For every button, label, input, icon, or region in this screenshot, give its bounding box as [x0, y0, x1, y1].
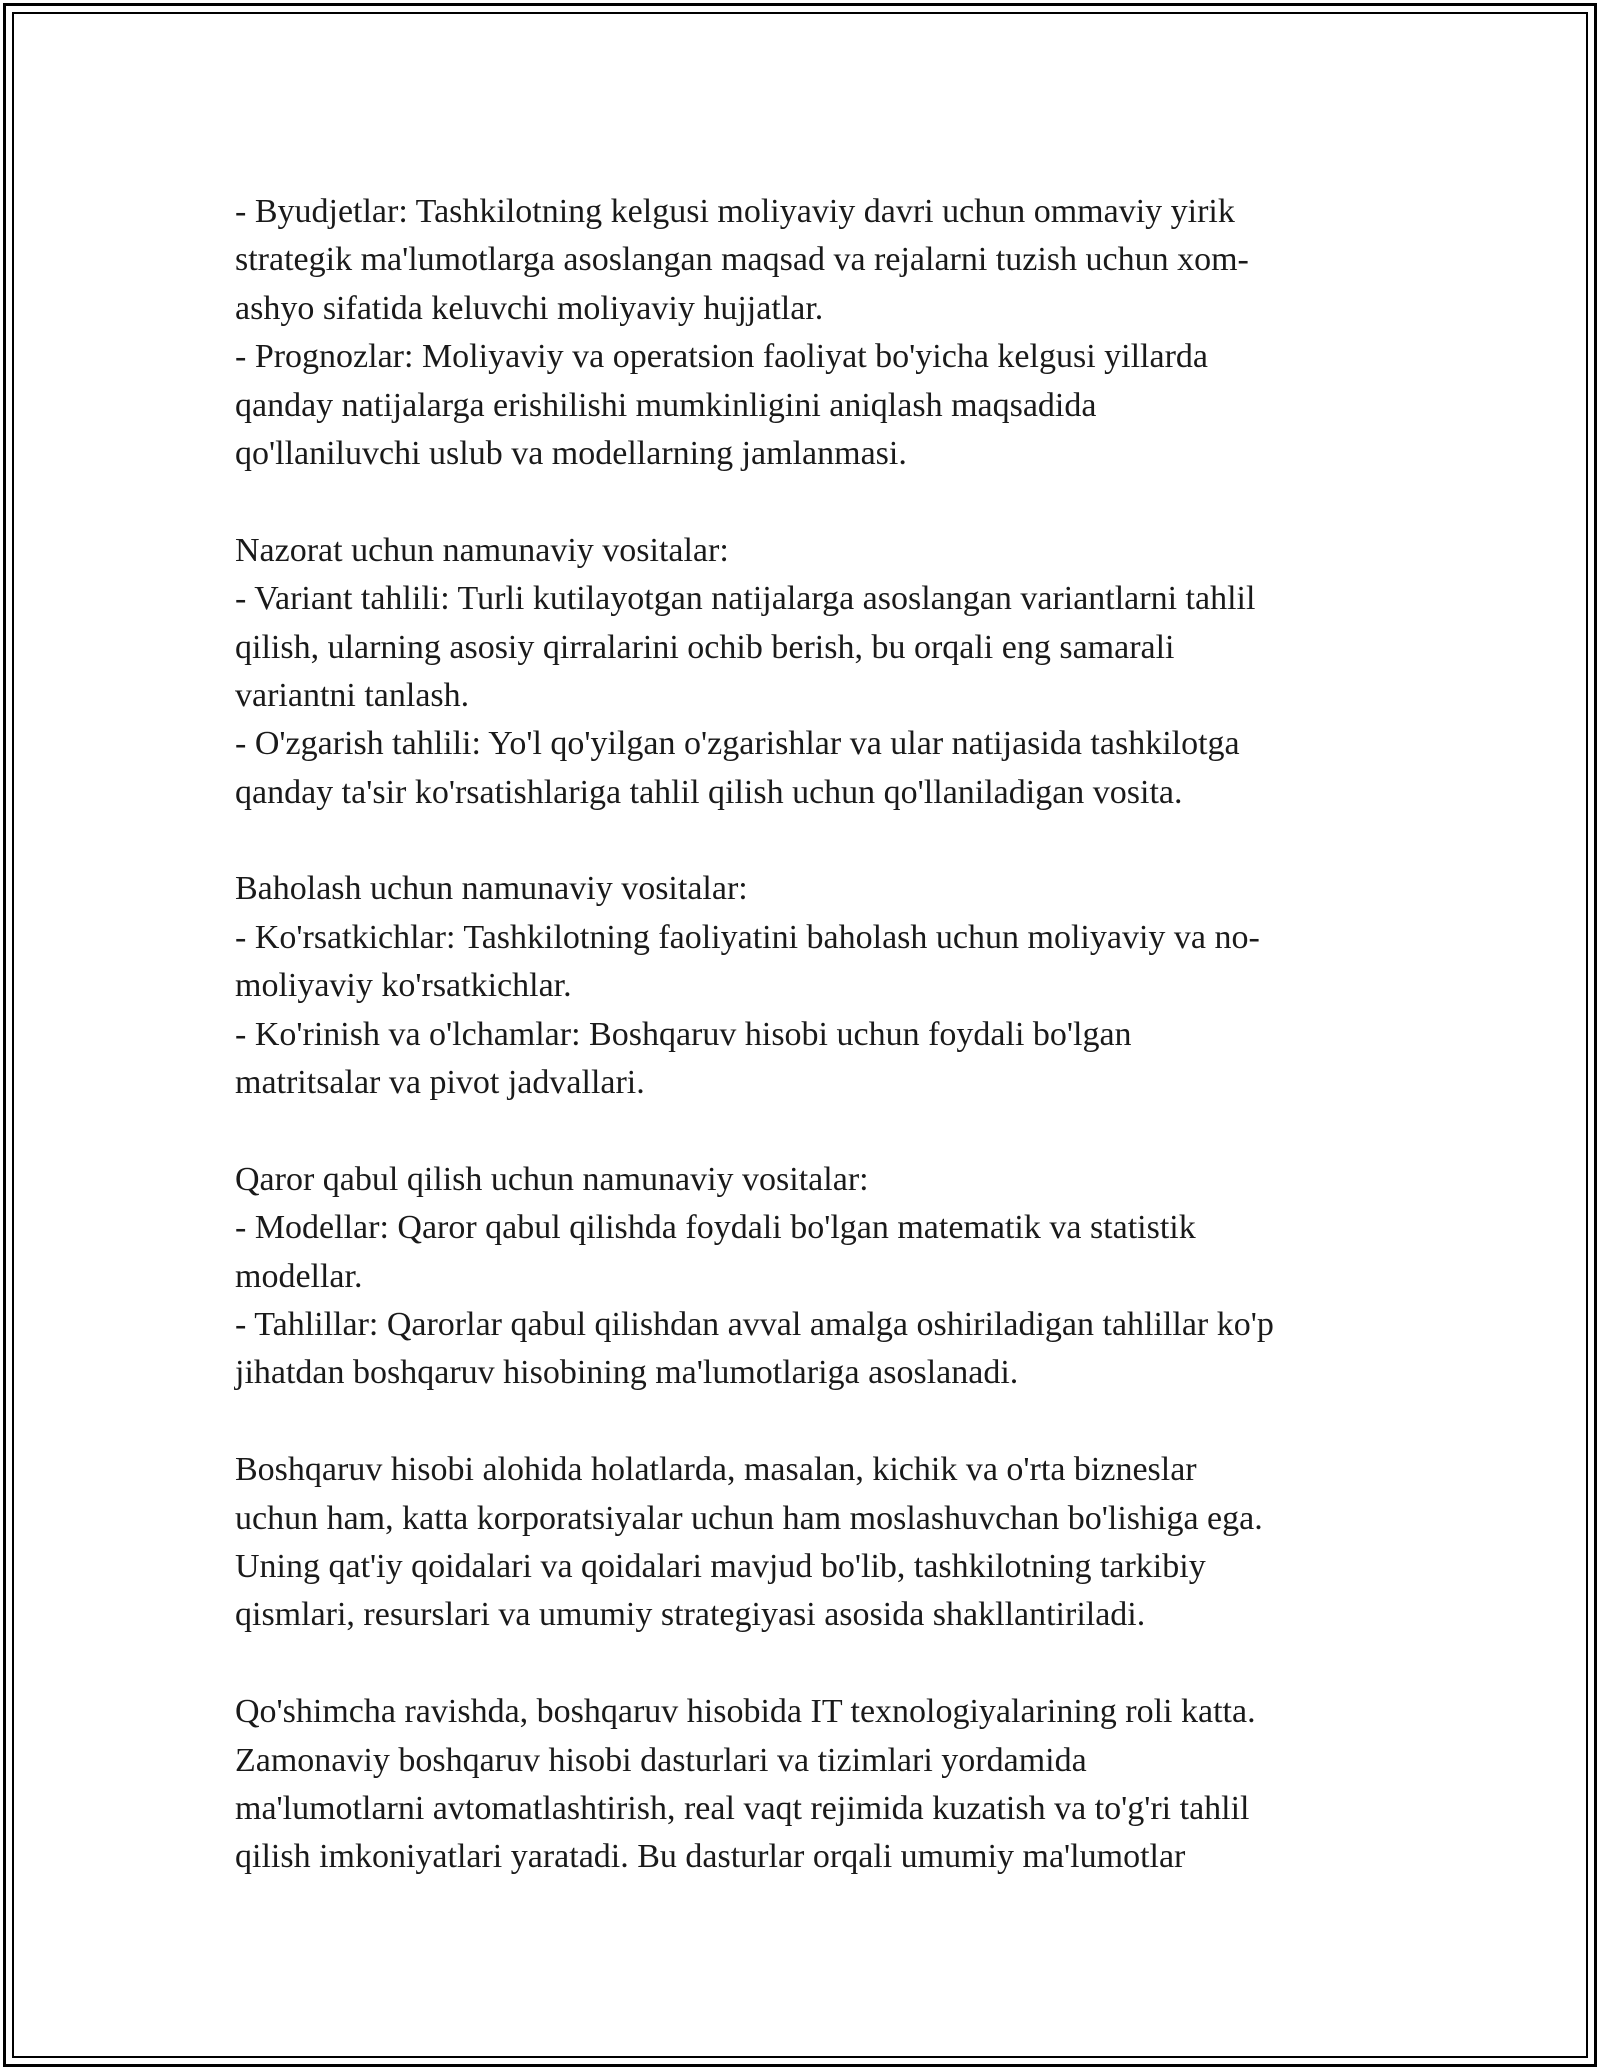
- paragraph-budgets-forecasts: [235, 188, 1375, 478]
- section-heading: Qaror qabul qilish uchun namunaviy vositalar:: [235, 1160, 869, 1198]
- paragraph-flexibility: [235, 1446, 1375, 1640]
- text-line: - Byudjetlar: Tashkilotning kelgusi moliyaviy davri uchun ommaviy yirik: [235, 193, 1235, 230]
- paragraph-decision-tools: [235, 1156, 1375, 1398]
- text-line: Uning qat'iy qoidalari va qoidalari mavjud bo'lib, tashkilotning tarkibiy: [235, 1547, 1206, 1585]
- paragraph-gap: [235, 1107, 1375, 1155]
- text-line: modellar.: [235, 1257, 363, 1295]
- text-line: Zamonaviy boshqaruv hisobi dasturlari va tizimlari yordamida: [235, 1741, 1087, 1779]
- text-line: - Tahlillar: Qarorlar qabul qilishdan avval amalga oshiriladigan tahlillar ko'p: [235, 1305, 1274, 1343]
- paragraph-gap: [235, 478, 1375, 526]
- text-line: qanday ta'sir ko'rsatishlariga tahlil qilish uchun qo'llaniladigan vosita.: [235, 773, 1183, 811]
- paragraph-control-tools: [235, 527, 1375, 817]
- text-line: - Variant tahlili: Turli kutilayotgan natijalarga asoslangan variantlarni tahlil: [235, 580, 1256, 618]
- paragraph-gap: [235, 1640, 1375, 1688]
- text-line: - Ko'rsatkichlar: Tashkilotning faoliyatini baholash uchun moliyaviy va no-: [235, 918, 1260, 956]
- text-line: - Ko'rinish va o'lchamlar: Boshqaruv hisobi uchun foydali bo'lgan: [235, 1015, 1132, 1053]
- text-line: matritsalar va pivot jadvallari.: [235, 1064, 645, 1102]
- paragraph-evaluation-tools: [235, 865, 1375, 1107]
- text-line: Boshqaruv hisobi alohida holatlarda, masalan, kichik va o'rta bizneslar: [235, 1451, 1197, 1489]
- text-line: strategik ma'lumotlarga asoslangan maqsad va rejalarni tuzish uchun xom-: [235, 241, 1249, 279]
- text-line: qanday natijalarga erishilishi mumkinligini aniqlash maqsadida: [235, 386, 1097, 424]
- text-line: jihatdan boshqaruv hisobining ma'lumotlariga asoslanadi.: [235, 1354, 1019, 1392]
- text-line: ma'lumotlarni avtomatlashtirish, real vaqt rejimida kuzatish va to'g'ri tahlil: [235, 1789, 1250, 1827]
- text-line: uchun ham, katta korporatsiyalar uchun ham moslashuvchan bo'lishiga ega.: [235, 1499, 1263, 1537]
- text-line: moliyaviy ko'rsatkichlar.: [235, 967, 572, 1005]
- text-line: qilish imkoniyatlari yaratadi. Bu dasturlar orqali umumiy ma'lumotlar: [235, 1838, 1186, 1876]
- paragraph-gap: [235, 1398, 1375, 1446]
- text-line: ashyo sifatida keluvchi moliyaviy hujjatlar.: [235, 289, 824, 327]
- text-line: qismlari, resurslari va umumiy strategiyasi asosida shakllantiriladi.: [235, 1596, 1146, 1634]
- paragraph-it-role: [235, 1688, 1375, 1882]
- text-line: Qo'shimcha ravishda, boshqaruv hisobida IT texnologiyalarining roli katta.: [235, 1693, 1256, 1731]
- section-heading: Nazorat uchun namunaviy vositalar:: [235, 531, 729, 569]
- text-line: - Modellar: Qaror qabul qilishda foydali bo'lgan matematik va statistik: [235, 1209, 1196, 1247]
- text-line: - Prognozlar: Moliyaviy va operatsion faoliyat bo'yicha kelgusi yillarda: [235, 338, 1208, 376]
- section-heading: Baholash uchun namunaviy vositalar:: [235, 870, 748, 908]
- text-line: variantni tanlash.: [235, 676, 470, 714]
- text-line: qilish, ularning asosiy qirralarini ochib berish, bu orqali eng samarali: [235, 628, 1175, 666]
- text-line: - O'zgarish tahlili: Yo'l qo'yilgan o'zgarishlar va ular natijasida tashkilotga: [235, 725, 1240, 763]
- text-line: qo'llaniluvchi uslub va modellarning jamlanmasi.: [235, 434, 907, 472]
- document-body: [235, 188, 1375, 1882]
- paragraph-gap: [235, 817, 1375, 865]
